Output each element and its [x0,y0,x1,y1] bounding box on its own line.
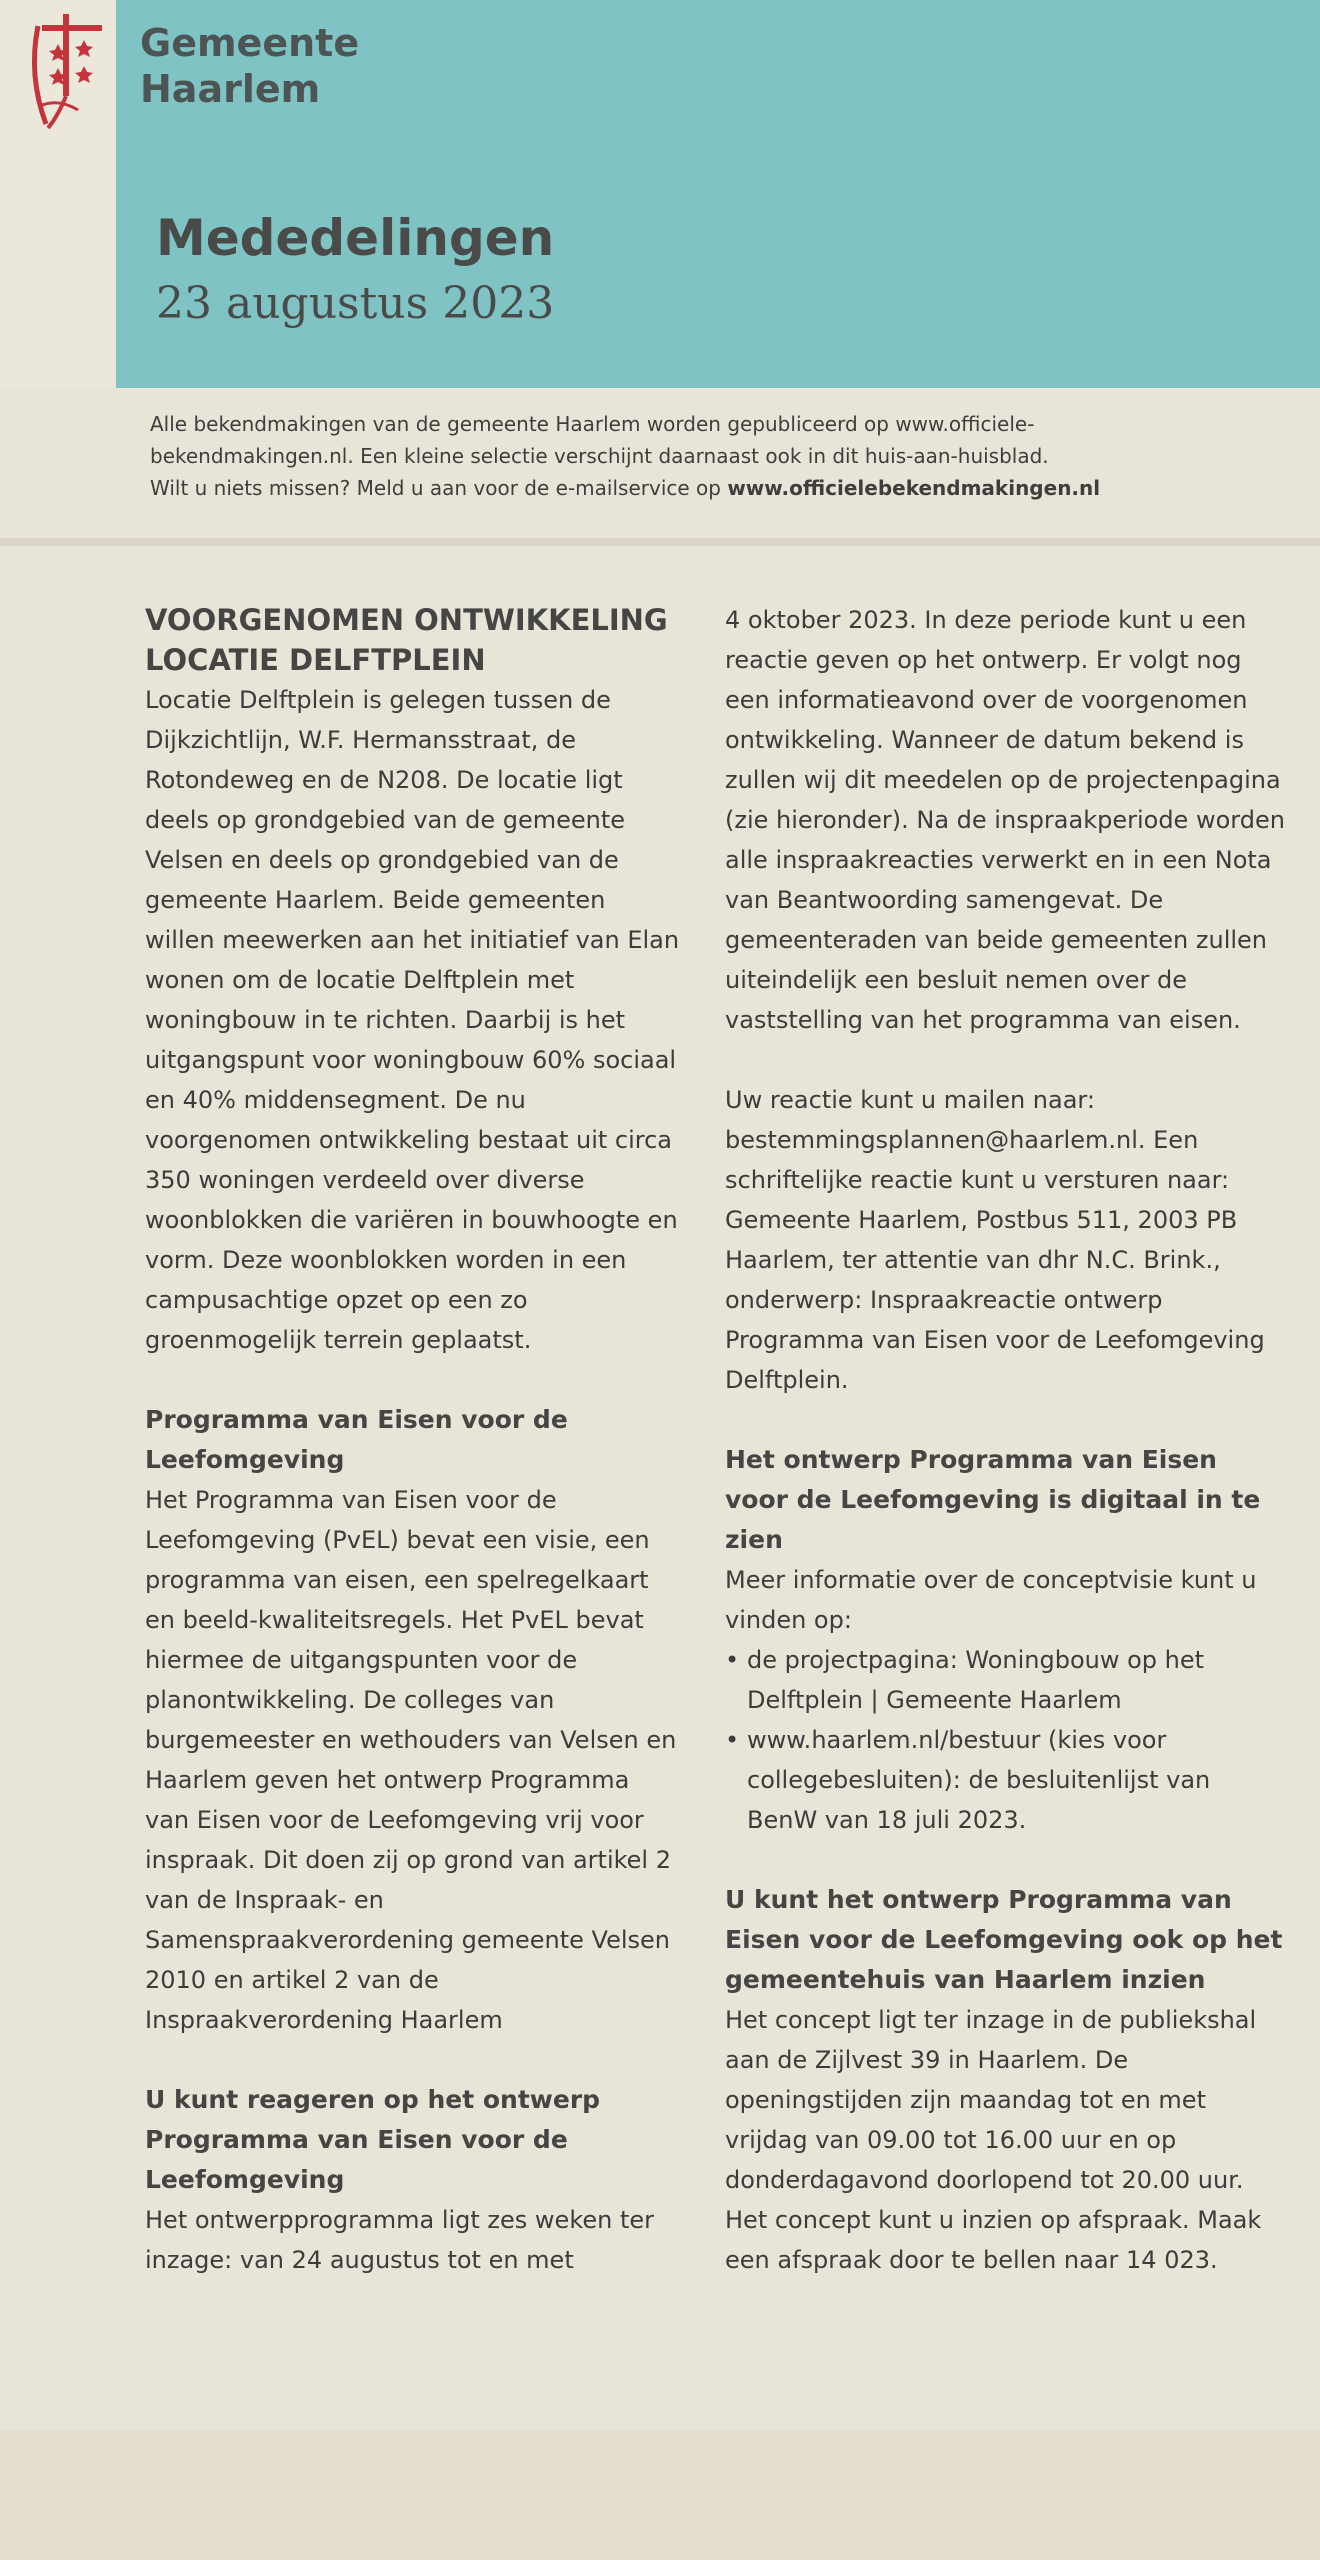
section-divider [0,538,1320,546]
org-name-line-2: Haarlem [140,67,321,111]
intro-text [150,408,1280,504]
article-paragraph-6: Meer informatie over de conceptvisie kunt u vinden op: [725,1566,1257,1634]
bottom-paper-band [0,2430,1320,2560]
section-heading-reageren: U kunt reageren op het ontwerp Programma van Eisen voor de Leefomgeving [145,2085,601,2194]
article-paragraph-5: Uw reactie kunt u mailen naar: bestemmingsplannen@haarlem.nl. Een schriftelijke reactie kunt u versturen naar: Gemeente Haarlem, Postbus 511, 2003 PB Haarlem, ter attentie van dhr N.C. Brink., onderwerp: Inspraakreactie ontwerp Programma van Eisen voor de Leefomgeving Delftplein. [725,1086,1265,1394]
ghost-text-decoration [406,20,447,148]
publication-date: 23 augustus 2023 [156,278,555,329]
left-column [145,600,680,2280]
page-title: Mededelingen [156,209,555,267]
article-paragraph-4: 4 oktober 2023. In deze periode kunt u een reactie geven op het ontwerp. Er volgt nog een informatieavond over de voorgenomen ontwikkeling. Wanneer de datum bekend is zullen wij dit meedelen op de projectenpagina (zie hieronder). Na de inspraakperiode worden alle inspraakreacties verwerkt en in een Nota van Beantwoording samengevat. De gemeenteraden van beide gemeenten zullen uiteindelijk een besluit nemen over de vaststelling van het programma van eisen. [725,606,1285,1034]
org-name-line-1: Gemeente [140,21,360,65]
article-paragraph-7: Het concept ligt ter inzage in de publiekshal aan de Zijlvest 39 in Haarlem. De openingstijden zijn maandag tot en met vrijdag van 09.00 tot 16.00 uur en op donderdagavond doorlopend tot 20.00 uur. Het concept kunt u inzien op afspraak. Maak een afspraak door te bellen naar 14 023. [725,2006,1262,2274]
intro-line-2: bekendmakingen.nl. Een kleine selectie verschijnt daarnaast ook in dit huis-aan-huisblad. [150,444,1049,468]
organization-name [140,20,359,112]
haarlem-coat-of-arms-logo [18,6,114,136]
article-paragraph-1: Locatie Delftplein is gelegen tussen de Dijkzichtlijn, W.F. Hermansstraat, de Rotondeweg en de N208. De locatie ligt deels op grondgebied van de gemeente Velsen en deels op grondgebied van de gemeente Haarlem. Beide gemeenten willen meewerken aan het initiatief van Elan wonen om de locatie Delftplein met woningbouw in te richten. Daarbij is het uitgangspunt voor woningbouw 60% sociaal en 40% middensegment. De nu voorgenomen ontwikkeling bestaat uit circa 350 woningen verdeeld over diverse woonblokken die variëren in bouwhoogte en vorm. Deze woonblokken worden in een campusachtige opzet op een zo groenmogelijk terrein geplaatst. [145,686,680,1354]
article-heading: VOORGENOMEN ONTWIKKELING LOCATIE DELFTPLEIN [145,603,668,677]
header [0,0,1320,388]
section-heading-digitaal: Het ontwerp Programma van Eisen voor de Leefomgeving is digitaal in te zien [725,1445,1261,1554]
intro-line-1: Alle bekendmakingen van de gemeente Haarlem worden gepubliceerd op www.officiele- [150,412,1035,436]
section-heading-pvel: Programma van Eisen voor de Leefomgeving [145,1405,568,1474]
right-column [725,600,1285,2280]
article-paragraph-3: Het ontwerpprogramma ligt zes weken ter inzage: van 24 augustus tot en met [145,2206,655,2274]
list-item: • www.haarlem.nl/bestuur (kies voor collegebesluiten): de besluitenlijst van BenW van 18 juli 2023. [725,1720,1285,1840]
officielebekendmakingen-link[interactable]: www.officielebekendmakingen.nl [727,476,1101,500]
intro-line-3-text: Wilt u niets missen? Meld u aan voor de e-mailservice op [150,476,728,500]
section-heading-gemeentehuis: U kunt het ontwerp Programma van Eisen voor de Leefomgeving ook op het gemeentehuis van Haarlem inzien [725,1885,1283,1994]
article-paragraph-2: Het Programma van Eisen voor de Leefomgeving (PvEL) bevat een visie, een programma van eisen, een spelregelkaart en beeld-kwaliteitsregels. Het PvEL bevat hiermee de uitgangspunten voor de planontwikkeling. De colleges van burgemeester en wethouders van Velsen en Haarlem geven het ontwerp Programma van Eisen voor de Leefomgeving vrij voor inspraak. Dit doen zij op grond van artikel 2 van de Inspraak- en Samenspraakverordening gemeente Velsen 2010 en artikel 2 van de Inspraakverordening Haarlem [145,1486,677,2034]
list-item: • de projectpagina: Woningbouw op het Delftplein | Gemeente Haarlem [725,1640,1285,1720]
info-link-list [725,1640,1285,1840]
intro-line-3 [150,472,1280,504]
